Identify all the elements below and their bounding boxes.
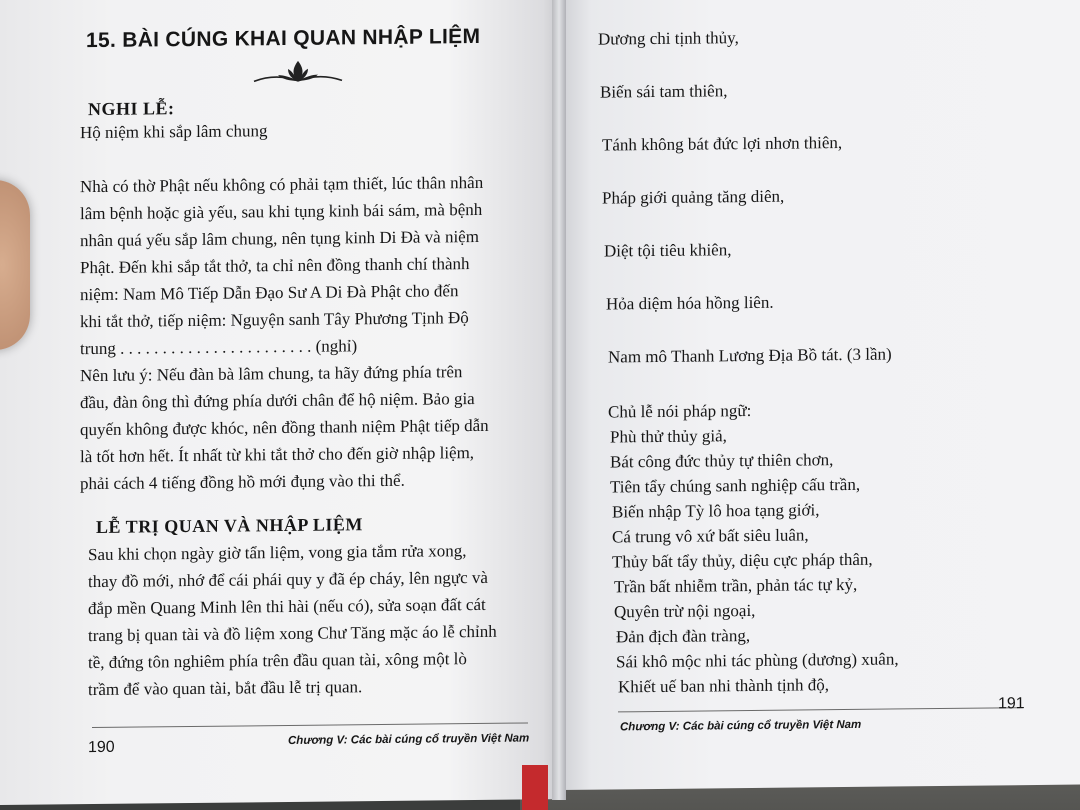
text-line: Hỏa diệm hóa hồng liên.	[606, 292, 774, 314]
text-line: Nên lưu ý: Nếu đàn bà lâm chung, ta hãy đứng phía trên	[80, 362, 463, 386]
text-line: trầm để vào quan tài, bắt đầu lễ trị quan.	[88, 677, 363, 700]
text-line: Nhà có thờ Phật nếu không có phải tạm thiết, lúc thân nhân	[80, 172, 484, 197]
footer-chapter-text: Chương V: Các bài cúng cổ truyền Việt Nam	[288, 732, 530, 747]
text-line: Dương chi tịnh thủy,	[598, 28, 739, 49]
text-line: Trần bất nhiễm trần, phản tác tự kỷ,	[614, 574, 858, 597]
text-line: quyến không được khóc, nên đồng thanh niệm Phật tiếp dẫn	[80, 415, 489, 440]
text-line: Thủy bất tẩy thủy, diệu cực pháp thân,	[612, 549, 873, 572]
footer-rule	[618, 707, 1023, 712]
text-line: Bát công đức thủy tự thiên chơn,	[610, 450, 834, 472]
text-line: Sái khô mộc nhi tác phùng (dương) xuân,	[616, 649, 899, 672]
text-line: Chủ lễ nói pháp ngữ:	[608, 400, 752, 422]
text-line: Biến nhập Tỳ lô hoa tạng giới,	[612, 500, 820, 522]
text-line: niệm: Nam Mô Tiếp Dẫn Đạo Sư A Di Đà Phật cho đến	[80, 281, 459, 305]
text-line: Pháp giới quảng tăng diên,	[602, 186, 785, 208]
text-line: nhân quá yếu sắp lâm chung, nên tụng kinh Di Đà và niệm	[80, 226, 479, 251]
text-line: Sau khi chọn ngày giờ tẩn liệm, vong gia tắm rửa xong,	[88, 541, 467, 565]
section-title-nghi-le: NGHI LỄ:	[88, 98, 175, 120]
bookmark-ribbon	[522, 765, 548, 810]
text-line: trung . . . . . . . . . . . . . . . . . . . . . . . (nghỉ)	[80, 336, 358, 359]
text-line: đầu, đàn ông thì đứng phía dưới chân để hộ niệm. Bảo gia	[80, 389, 475, 413]
text-line: trang bị quan tài và đồ liệm xong Chư Tăng mặc áo lễ chỉnh	[88, 621, 497, 646]
text-line: Đản địch đàn tràng,	[616, 626, 751, 647]
book-spine	[552, 0, 566, 800]
text-line: khi tắt thở, tiếp niệm: Nguyện sanh Tây Phương Tịnh Độ	[80, 308, 469, 332]
chapter-title: 15. BÀI CÚNG KHAI QUAN NHẬP LIỆM	[86, 24, 481, 53]
right-page	[560, 0, 1080, 790]
footer-rule	[92, 722, 528, 728]
text-line: Tánh không bát đức lợi nhơn thiên,	[602, 133, 843, 155]
lotus-ornament-icon	[252, 58, 344, 87]
text-line: là tốt hơn hết. Ít nhất từ khi tắt thở cho đến giờ nhập liệm,	[80, 443, 475, 467]
text-line: phải cách 4 tiếng đồng hồ mới đụng vào thi thể.	[80, 470, 405, 494]
text-line: Khiết uế ban nhi thành tịnh độ,	[618, 675, 830, 697]
text-line: Phật. Đến khi sắp tắt thở, ta chỉ nên đồng thanh chí thành	[80, 254, 470, 278]
text-line: Cá trung vô xứ bất siêu luân,	[612, 525, 809, 547]
text-line: đắp mền Quang Minh lên thi hài (nếu có), sửa soạn đất cát	[88, 594, 486, 619]
footer-chapter-text: Chương V: Các bài cúng cổ truyền Việt Nam	[620, 718, 862, 734]
text-line: Quyên trừ nội ngoại,	[614, 600, 756, 622]
page-number: 191	[998, 695, 1025, 713]
page-number: 190	[88, 738, 115, 757]
text-line: Diệt tội tiêu khiên,	[604, 240, 732, 261]
text-line: Biến sái tam thiên,	[600, 81, 728, 102]
text-line: Tiên tẩy chúng sanh nghiệp cấu trần,	[610, 474, 861, 497]
text-line: thay đồ mới, nhớ để cái phái quy y đã ép cháy, lên ngực và	[88, 567, 488, 592]
text-line: Phù thử thủy giả,	[610, 426, 727, 447]
text-line: tề, đứng tôn nghiêm phía trên đầu quan tài, xông một lò	[88, 649, 467, 673]
thumb	[0, 180, 30, 350]
text-line: Nam mô Thanh Lương Địa Bồ tát. (3 lần)	[608, 344, 892, 367]
text-line: lâm bệnh hoặc già yếu, sau khi tụng kinh bái sám, mà bệnh	[80, 199, 483, 224]
text-line: Hộ niệm khi sắp lâm chung	[80, 121, 268, 143]
section-title-le-tri-quan: LỄ TRỊ QUAN VÀ NHẬP LIỆM	[96, 514, 363, 537]
